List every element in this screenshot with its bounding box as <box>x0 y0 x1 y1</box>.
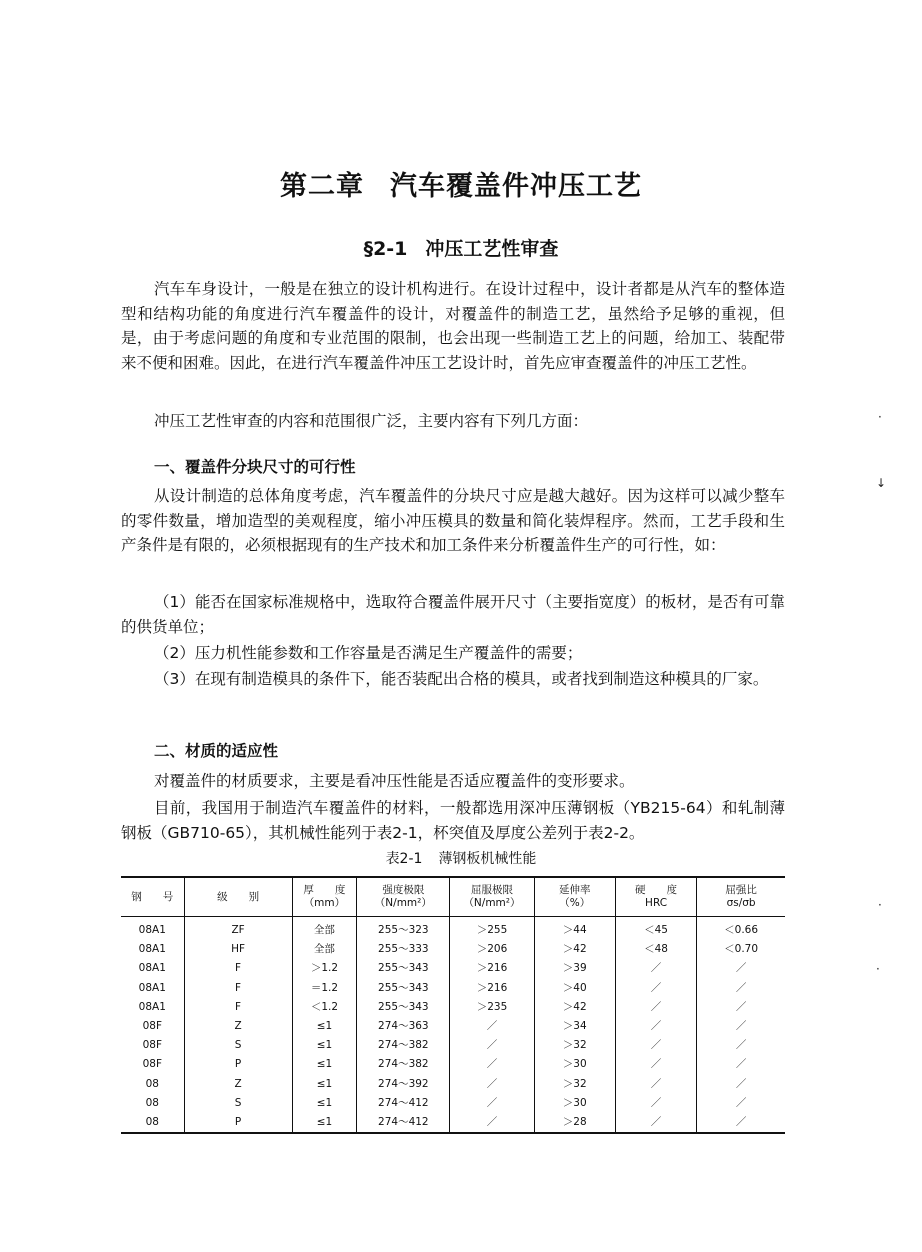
mechanical-properties-table <box>121 876 785 1134</box>
cell-class: P <box>184 1055 292 1074</box>
cell-thickness: ＜1.2 <box>292 998 357 1017</box>
cell-tensile: 274～363 <box>357 1017 450 1036</box>
cell-ratio: ／ <box>697 1055 785 1074</box>
cell-ratio: ／ <box>697 998 785 1017</box>
cell-hardness: ＜48 <box>615 940 696 959</box>
header-ratio: 屈强比 σs/σb <box>697 877 785 917</box>
header-hardness: 硬 度 HRC <box>615 877 696 917</box>
chapter-number: 第二章 <box>280 171 364 202</box>
cell-elongation: ＞30 <box>534 1055 615 1074</box>
cell-ratio: ／ <box>697 1017 785 1036</box>
cell-hardness: ／ <box>615 959 696 978</box>
cell-tensile: 255～323 <box>357 917 450 941</box>
cell-yield: ／ <box>450 1036 534 1055</box>
header-tensile: 强度极限 （N/mm²） <box>357 877 450 917</box>
cell-tensile: 255～333 <box>357 940 450 959</box>
scan-speck: · <box>878 410 882 424</box>
cell-thickness: ≤1 <box>292 1036 357 1055</box>
cell-yield: ＞216 <box>450 959 534 978</box>
table-row <box>121 1036 785 1055</box>
cell-class: F <box>184 998 292 1017</box>
scan-speck: · <box>878 898 882 912</box>
heading-2: 二、材质的适应性 <box>154 742 279 760</box>
cell-elongation: ＞42 <box>534 940 615 959</box>
paragraph-5: （2）压力机性能参数和工作容量是否满足生产覆盖件的需要； <box>154 644 583 662</box>
cell-ratio: ／ <box>697 979 785 998</box>
cell-class: HF <box>184 940 292 959</box>
cell-class: Z <box>184 1075 292 1094</box>
cell-class: S <box>184 1036 292 1055</box>
cell-grade: 08 <box>145 1077 159 1090</box>
cell-hardness: ／ <box>615 1055 696 1074</box>
cell-hardness: ／ <box>615 1075 696 1094</box>
cell-yield: ／ <box>450 1113 534 1133</box>
cell-grade: 08F <box>142 1020 162 1033</box>
table-row <box>121 1017 785 1036</box>
cell-ratio: ／ <box>697 1036 785 1055</box>
cell-tensile: 255～343 <box>357 998 450 1017</box>
cell-hardness: ／ <box>615 1017 696 1036</box>
cell-grade: 08A1 <box>138 962 166 975</box>
cell-grade: 08A1 <box>138 943 166 956</box>
cell-grade: 08 <box>121 1113 184 1133</box>
cell-elongation: ＞28 <box>534 1113 615 1133</box>
paragraph-4: （1）能否在国家标准规格中，选取符合覆盖件展开尺寸（主要指宽度）的板材，是否有可靠的供货单位； <box>121 593 785 636</box>
chapter-name: 汽车覆盖件冲压工艺 <box>390 171 642 202</box>
cell-yield: ＞206 <box>450 940 534 959</box>
cell-class: ZF <box>184 917 292 941</box>
cell-ratio: ／ <box>697 1113 785 1133</box>
header-thickness: 厚 度 （mm） <box>292 877 357 917</box>
table-header-row <box>121 877 785 917</box>
table-row <box>121 959 785 978</box>
cell-yield: ／ <box>450 1055 534 1074</box>
header-class: 级 别 <box>184 877 292 917</box>
table-row <box>121 940 785 959</box>
cell-class: Z <box>184 1017 292 1036</box>
header-grade: 钢 号 <box>121 877 184 917</box>
cell-elongation: ＞34 <box>534 1017 615 1036</box>
paragraph-7: 对覆盖件的材质要求，主要是看冲压性能是否适应覆盖件的变形要求。 <box>154 772 635 790</box>
cell-yield: ＞216 <box>450 979 534 998</box>
cell-thickness: ≤1 <box>292 1075 357 1094</box>
cell-grade: 08F <box>142 1039 162 1052</box>
section-name: 冲压工艺性审查 <box>425 238 559 260</box>
cell-thickness: ≤1 <box>292 1055 357 1074</box>
cell-hardness: ／ <box>615 979 696 998</box>
scan-speck: ↓ <box>876 476 887 490</box>
cell-thickness: 全部 <box>292 940 357 959</box>
cell-ratio: ／ <box>697 1094 785 1113</box>
cell-hardness: ／ <box>615 998 696 1017</box>
cell-hardness: ／ <box>615 1113 696 1133</box>
heading-1: 一、覆盖件分块尺寸的可行性 <box>154 458 356 476</box>
paragraph-2: 冲压工艺性审查的内容和范围很广泛，主要内容有下列几方面： <box>154 412 589 430</box>
table-row <box>121 979 785 998</box>
cell-tensile: 274～412 <box>357 1094 450 1113</box>
chapter-title <box>0 164 922 203</box>
table-row <box>121 1055 785 1074</box>
cell-yield: ＞235 <box>450 998 534 1017</box>
cell-ratio: ／ <box>697 1075 785 1094</box>
cell-tensile: 274～412 <box>357 1113 450 1133</box>
cell-elongation: ＞44 <box>534 917 615 941</box>
cell-yield: ／ <box>450 1017 534 1036</box>
cell-thickness: ≤1 <box>292 1113 357 1133</box>
cell-class: F <box>184 959 292 978</box>
paragraph-8: 目前，我国用于制造汽车覆盖件的材料，一般都选用深冲压薄钢板（YB215-64）和轧制薄钢板（GB710-65），其机械性能列于表2-1，杯突值及厚度公差列于表2-2。 <box>121 799 785 842</box>
paragraph-6: （3）在现有制造模具的条件下，能否装配出合格的模具，或者找到制造这种模具的厂家。 <box>154 670 769 688</box>
paragraph-3: 从设计制造的总体角度考虑，汽车覆盖件的分块尺寸应是越大越好。因为这样可以减少整车的零件数量，增加造型的美观程度，缩小冲压模具的数量和简化装焊程序。然而，工艺手段和生产条件是有限的，必须根据现有的生产技术和加工条件来分析覆盖件生产的可行性，如： <box>121 487 785 554</box>
cell-tensile: 255～343 <box>357 959 450 978</box>
table-row <box>121 1075 785 1094</box>
cell-grade: 08A1 <box>138 924 166 937</box>
cell-class: S <box>184 1094 292 1113</box>
table-caption-title: 薄钢板机械性能 <box>438 851 537 867</box>
cell-tensile: 274～382 <box>357 1055 450 1074</box>
cell-elongation: ＞32 <box>534 1036 615 1055</box>
table-row <box>121 1113 785 1133</box>
cell-yield: ／ <box>450 1094 534 1113</box>
cell-tensile: 255～343 <box>357 979 450 998</box>
cell-hardness: ／ <box>615 1094 696 1113</box>
table-row <box>121 998 785 1017</box>
table-caption <box>0 848 922 868</box>
cell-ratio: ／ <box>697 959 785 978</box>
cell-thickness: ≤1 <box>292 1094 357 1113</box>
cell-tensile: 274～382 <box>357 1036 450 1055</box>
cell-thickness: ＝1.2 <box>292 979 357 998</box>
cell-yield: ／ <box>450 1075 534 1094</box>
cell-hardness: ＜45 <box>615 917 696 941</box>
cell-grade: 08 <box>145 1096 159 1109</box>
cell-class: P <box>184 1113 292 1133</box>
section-title <box>0 234 922 261</box>
cell-elongation: ＞39 <box>534 959 615 978</box>
cell-elongation: ＞40 <box>534 979 615 998</box>
table-row <box>121 1094 785 1113</box>
cell-thickness: ＞1.2 <box>292 959 357 978</box>
cell-yield: ＞255 <box>450 917 534 941</box>
cell-ratio: ＜0.70 <box>697 940 785 959</box>
cell-hardness: ／ <box>615 1036 696 1055</box>
section-number: §2-1 <box>363 238 408 260</box>
table-caption-number: 表2-1 <box>385 851 423 867</box>
cell-elongation: ＞32 <box>534 1075 615 1094</box>
scan-speck: · <box>876 962 880 976</box>
cell-elongation: ＞30 <box>534 1094 615 1113</box>
cell-ratio: ＜0.66 <box>697 917 785 941</box>
header-yield: 屈服极限 （N/mm²） <box>450 877 534 917</box>
cell-thickness: ≤1 <box>292 1017 357 1036</box>
cell-grade: 08A1 <box>138 1000 166 1013</box>
paragraph-1: 汽车车身设计，一般是在独立的设计机构进行。在设计过程中，设计者都是从汽车的整体造型和结构功能的角度进行汽车覆盖件的设计，对覆盖件的制造工艺，虽然给予足够的重视，但是，由于考虑问题的角度和专业范围的限制，也会出现一些制造工艺上的问题，给加工、装配带来不便和困难。因此，在进行汽车覆盖件冲压工艺设计时，首先应审查覆盖件的冲压工艺性。 <box>121 280 785 372</box>
table-row <box>121 917 785 941</box>
cell-elongation: ＞42 <box>534 998 615 1017</box>
cell-grade: 08F <box>142 1058 162 1071</box>
cell-tensile: 274～392 <box>357 1075 450 1094</box>
cell-grade: 08A1 <box>138 981 166 994</box>
cell-class: F <box>184 979 292 998</box>
header-elongation: 延伸率 （%） <box>534 877 615 917</box>
cell-thickness: 全部 <box>292 917 357 941</box>
